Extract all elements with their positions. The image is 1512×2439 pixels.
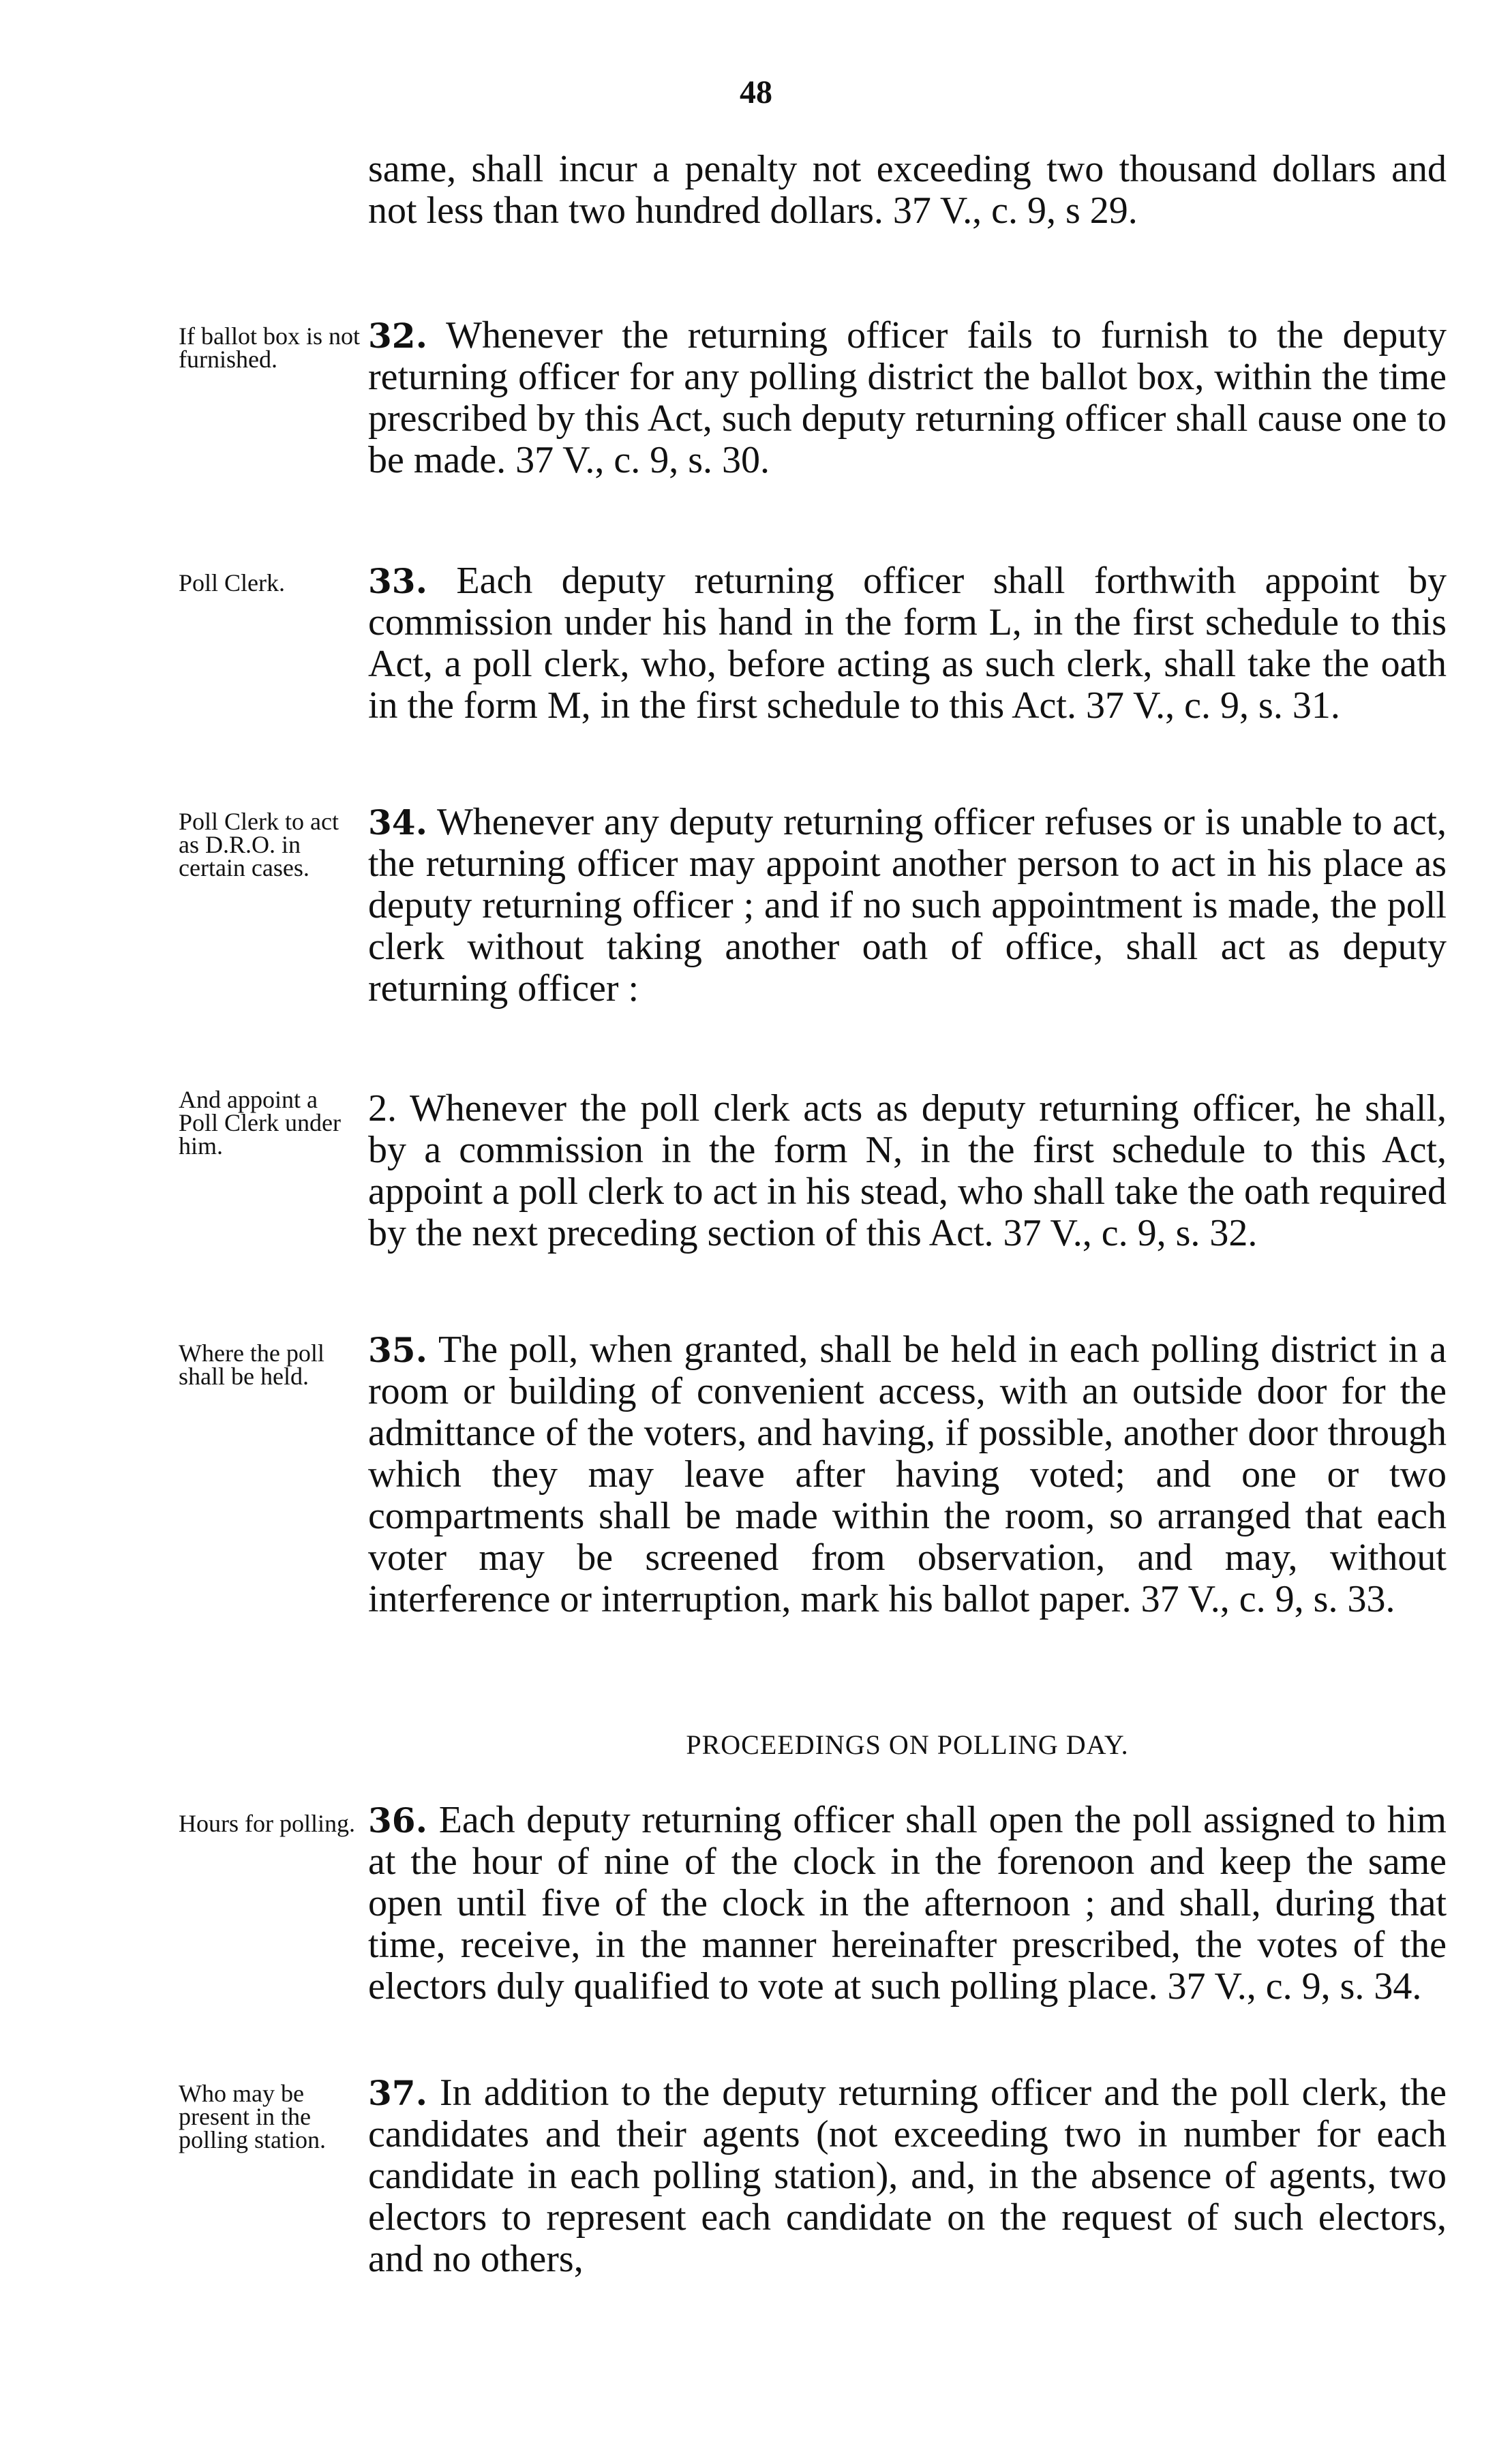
section-text: The poll, when granted, shall be held in each polling district in a room or building of convenient access, with an outside door for the admittance of the voters, and having, if possible, another door through which they may leave after having voted; and one or two compartments shall be made within the room, so arranged that each voter may be screened from observation, and may, without interference or interruption, mark his ballot paper. 37 V., c. 9, s. 33. (368, 1329, 1447, 1620)
section-number: 32. (368, 316, 427, 356)
section-34 (368, 802, 1447, 1010)
margin-note-33: Poll Clerk. (179, 569, 286, 596)
margin-note-34: Poll Clerk to act as D.R.O. in certain cases. (179, 808, 339, 881)
page-number: 48 (740, 74, 772, 110)
section-text: 2. Whenever the poll clerk acts as deputy returning officer, he shall, by a commission in the form N, in the first schedule to this Act, appoint a poll clerk to act in his stead, who shall take the oath required by the next preceding section of this Act. 37 V., c. 9, s. 32. (368, 1087, 1447, 1254)
section-text: Each deputy returning officer shall open the poll assigned to him at the hour of nine of the clock in the forenoon and keep the same open until five of the clock in the afternoon ; and shall, during that time, receive, in the manner hereinafter prescribed, the votes of the electors duly qualified to vote at such polling place. 37 V., c. 9, s. 34. (368, 1799, 1447, 2008)
section-33 (368, 560, 1447, 727)
margin-note-32: If ballot box is not furnished. (179, 322, 360, 373)
margin-note-35: Where the poll shall be held. (179, 1339, 324, 1390)
margin-note-36: Hours for polling. (179, 1810, 355, 1837)
section-37 (368, 2072, 1447, 2280)
paragraph-continuation (368, 149, 1447, 232)
section-number: 36. (368, 1800, 427, 1840)
section-text: Each deputy returning officer shall forthwith appoint by commission under his hand in the form L, in the first schedule to this Act, a poll clerk, who, before acting as such clerk, shall take the oath in the form M, in the first schedule to this Act. 37 V., c. 9, s. 31. (368, 560, 1447, 727)
paragraph-text: same, shall incur a penalty not exceeding two thousand dollars and not less than two hundred dollars. 37 V., c. 9, s 29. (368, 148, 1447, 232)
section-text: In addition to the deputy returning officer and the poll clerk, the candidates and their agents (not exceeding two in number for each candidate in each polling station), and, in the absence of agents, two electors to represent each candidate on the request of such electors, and no others, (368, 2072, 1447, 2280)
section-number: 37. (368, 2073, 427, 2113)
section-34-subsection-2 (368, 1088, 1447, 1254)
section-number: 33. (368, 561, 427, 601)
section-text: Whenever any deputy returning officer refuses or is unable to act, the returning officer may appoint another person to act in his place as deputy returning officer ; and if no such appointment is made, the poll clerk without taking another oath of office, shall act as deputy returning officer : (368, 801, 1447, 1010)
section-number: 35. (368, 1330, 427, 1370)
section-35 (368, 1329, 1447, 1620)
section-text: Whenever the returning officer fails to furnish to the deputy returning officer for any polling district the ballot box, within the time prescribed by this Act, such deputy returning officer shall cause one to be made. 37 V., c. 9, s. 30. (368, 314, 1447, 481)
section-heading: PROCEEDINGS ON POLLING DAY. (686, 1729, 1129, 1760)
margin-note-34-2: And appoint a Poll Clerk under him. (179, 1086, 341, 1160)
section-36 (368, 1800, 1447, 2008)
section-number: 34. (368, 802, 427, 843)
section-32 (368, 315, 1447, 481)
margin-note-37: Who may be present in the polling station. (179, 2080, 326, 2153)
